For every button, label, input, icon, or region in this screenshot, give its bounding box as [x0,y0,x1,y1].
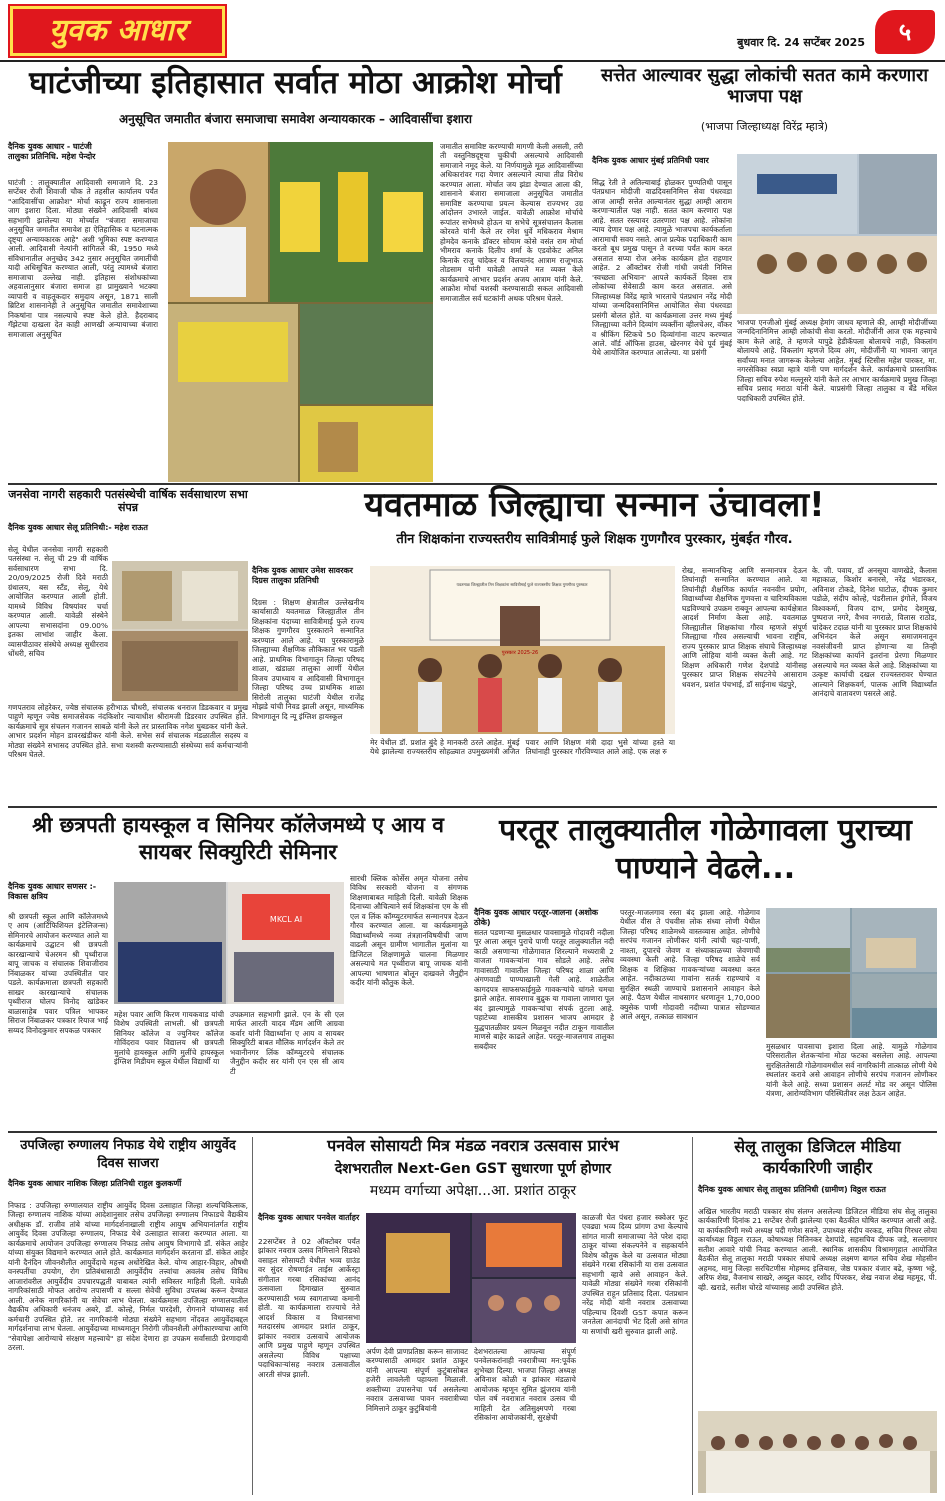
page-number: ५ [875,10,935,54]
subhead: तीन शिक्षकांना राज्यस्तरीय सावित्रीमाई फुले शिक्षक गुणगौरव पुरस्कार, मुंबईत गौरव. [396,532,793,547]
seminar-photos [114,882,344,1004]
byline: दैनिक युवक आधार सेलू प्रतिनिधी:- महेश राऊत [8,523,148,532]
story-ghatanji-march [8,66,583,481]
classroom-photo [114,882,344,1004]
article-column: भाजपा एनजीओ मुंबई अध्यक्ष हेमांग जाधव म्हणाले की, आम्ही मोदीजींच्या जन्मदिनानिमित्त आम्ही लोकांची सेवा करतो. मोदीजींनी आज एक महत्त्वाचे काम केले आहे, ते म्हणजे यापुढे हेडीकॅपला बोलायचे नाही, विकलांग बोलायचे आहे. विकलांग म्हणजे दिव्य अंग, मोदीजींनी या भावना जागृत सर्वांच्या मनात जागरूक केलेल्या आहेत. मुंबई स्टिसीस महेश पारकर, मा. नगरसेविका स्वप्ना म्हात्रे यांनी पण मार्गदर्शन केले. कार्यक्रमाचे प्रास्ताविक जिल्हा सचिव रुपेश मल्लूसरे यांनी केले तर आभार कार्यक्रमाचे प्रमुख जिल्हा सचिव प्रसाद मराठा यांनी केले. याप्रसंगी जिल्हा तालुका व बँडे मधिल पदाधिकारी उपस्थित होते. [737,318,937,403]
backdrop-banner: यवतमाळ जिल्ह्यातील तिन शिक्षकांना सावित्रीमाई फुले राज्यस्तरीय शिक्षक गुणगौरव पुरस्कार [456,582,588,587]
headline: सेलू तालुका डिजिटल मीडिया कार्यकारिणी जाहीर [734,1137,901,1177]
flood-photos [766,908,937,1038]
group-photo [737,154,937,314]
photo-caption: मेर येथील डॉ. प्रशांत बुंदे हे मानकरी ठरले आहेत. मुंबई येथे झालेल्या राज्यस्तरीय सोहळ्यात उपमुख्यमंत्री अजित पवार आणि शिक्षण मंत्री दादा भुसे यांच्या हस्ते या तिघांनाही पुरस्कार गौरविण्यात आले आहे. एक लक्ष रु [370,738,675,757]
byline: दैनिक युवक आधार मुंबई प्रतिनिधी पवार [592,156,709,165]
journalists-group-photo [698,1411,937,1493]
story-yavatmal-teachers [252,486,937,802]
section-divider [8,1131,937,1133]
article-column: गणपतराव लोहरेकर, ज्येष्ठ संचालक हरीभाऊ चौधरी, संचालक धनराज डिडकवार व प्रमुख पाहुणे म्हणून ज्येष्ठ समाजसेवक नंदकिशोर न्यायाधीश श्रीरामजी डिडरवार उपस्थित होते. कार्यक्रमाचे सूत्र संचलन गजानन साबळे यांनी केले तर प्रास्ताविक नगेश घुबडकर यांनी केले. आभार प्रदर्शन मोहन डावरखंडीकर यांनी केले. सभेस सर्व संचालक मंडळातील सदस्य व मोठ्या संख्येने सभासद उपस्थित होते. सभा यशस्वी करण्यासाठी संस्थेच्या सर्व कर्मचाऱ्यांनी परिश्रम घेतले. [8,703,248,760]
byline: दैनिक युवक आधार परतूर-जालना (अशोक ठोके) [474,908,599,927]
article-column: परतूर-माजलगाव रस्ता बंद झाला आहे. गोळेगाव येथील वीस ते पंचवीस लोक संध्या लोणी येथील जिल्हा परिषद शाळेमध्ये वास्तव्यास आहेत. लोणीचे सरपंच गजानन लोणीकर यांनी त्यांची चहा-पाणी, नाश्ता, दुपारचे जेवण व संध्याकाळच्या जेवणाची व्यवस्था केली आहे. जिल्हा परिषद शाळेचे सर्व शिक्षक व शिक्षिका गावकऱ्यांच्या व्यवस्था करत आहेत. नदीकाठच्या गावांना सतर्क राहण्याचे व सुरक्षित स्थळी जाण्याचे प्रशासनाने आवाहन केले आहे. पैठण येथील नाथसागर धरणातून 1,70,000 क्युसेक पाणी गोदावरी नदीच्या पात्रात सोडण्यात आले असून, तत्काळ सावधान [620,908,760,1022]
headline: परतूर तालुक्यातील गोळेगावला पुराच्या पाण्याने वेढले... [499,813,912,886]
photo-collage [168,142,433,482]
byline: दैनिक युवक आधार पनवेल वार्ताहर [258,1213,360,1222]
meeting-photo [112,561,248,701]
story-bjp-party [592,66,937,481]
article-body: निफाड : उपजिल्हा रुग्णालयात राष्ट्रीय आयुर्वेद दिवस उत्साहात जिल्हा शल्यचिकित्सक, जिल्हा रुग्णालय नाशिक यांच्या आदेशानुसार तसेच उपजिल्हा रुग्णालय निफाडचे वैद्यकीय अधीक्षक डॉ. राजीव तांबे यांच्या मार्गदर्शनाखाली राष्ट्रीय आयुष अभियानांतर्गत राष्ट्रीय आयुर्वेद दिवस उपजिल्हा रुग्णालय, निफाड येथे उत्साहात साजरा करण्यात आला. या कार्यक्रमाचे आयोजन उपजिल्हा रुग्णालय निफाड तसेच आयुष विभागाचे डॉ. संकेत आहेर यांच्या संयुक्त विद्यमाने करण्यात आले होते. कार्यक्रमात मार्गदर्शन करताना डॉ. संकेत आहेर यांनी दैनंदिन जीवनशैलीत आयुर्वेदाचे महत्त्व अधोरेखित केले. योग्य आहार-विहार, औषधी वनस्पतींचा उपयोग, रोग प्रतिबंधासाठी आयुर्वेदीय तत्त्वांचा अवलंब तसेच विविध आजारांवरील आयुर्वेदीय उपचारपद्धती याबाबत त्यांनी सविस्तर माहिती दिली. यावेळी नागरिकांसाठी मोफत आरोग्य तपासणी व सल्ला सेवेची सुविधा उपलब्ध करून देण्यात आली. अनेक नागरिकांनी या सेवेचा लाभ घेतला. कार्यक्रमास उपजिल्हा रुग्णालयातील वैद्यकीय अधिकारी धनंजय अबरे, डॉ. कोल्हे, निर्मल पारदेशी, रोगनाने यांच्यासह सर्व कर्मचारी उपस्थित होते. तर नागरिकांनी मोठ्या संख्येने सहभाग नोंदवत आयुर्वेदाबद्दल मार्गदर्शनाचा लाभ घेतला. आयुर्वेदाच्या माध्यमातून निरोगी जीवनशैली अंगीकारण्याचा आणि "सेवापेक्षा आरोग्याचे संरक्षण महत्त्वाचे" हा संदेश देणारा हा उपक्रम सर्वांसाठी प्रेरणादायी ठरला. [8,1201,248,1353]
subhead: मध्यम वर्गाच्या अपेक्षा...आ. प्रशांत ठाकूर [369,1183,577,1199]
byline: दैनिक युवक आधार - घाटंजी तालुका प्रतिनिधि. महेश पेन्दोर [8,142,96,161]
award-ceremony-photo [370,566,675,734]
article-column: अर्पण देवी प्राणप्रतिष्ठा करून साजावट करण्यासाठी आमदार प्रशांत ठाकूर यांनी आपल्या संपूर्ण कुटुंबासोबत हजेरी लावलेली पहायला मिळाली. शक्तीच्या उपासनेचा पर्व असलेल्या नवरात्र उत्सवाच्या पावन नवरात्रीच्या निमित्ताने ठाकूर कुटुंबियांनी [366,1347,468,1413]
story-ai-seminar [8,812,468,1127]
article-column: 22सप्टेंबर ते 02 ऑक्टोबर पर्यंत झांकार नवरात्र उत्सव निमित्ताने सिडको वसाहत सोसायटी येथील भव्य ग्राउंड वर सुंदर रोषणाईत ताईस आर्केस्ट्रा संगीतात गरबा रसिकांच्या आनंद उत्सवाला दिमाखात सुरुवात करण्यासाठी भव्य स्वागताच्या कमानी होती. या कार्यक्रमाला राज्याचे नेते आदर्श विकास व विधानसभा मतदारसंघ आमदार प्रशांत ठाकूर, झांकार नवरात्र उत्सवाचे आयोजक आणि प्रमुख पाहुणे म्हणून उपस्थित असलेल्या विविध पक्षाच्या पदाधिकाऱ्यांसह नवरात्र उत्सवातील आरती संपन्न झाली. [258,1237,360,1379]
subhead: देशभरातील Next-Gen GST सुधारणा पूर्ण होणार [334,1161,612,1177]
article-column: काळजी घेत पंधरा हजार स्क्वेअर फूट एवढ्या भव्य दिव्य प्रांगण उभा केल्याचे सांगत माजी समाजाच्या नेते परेश दादा ठाकूर यांच्या संकल्पनेने व सहकार्याने विशेष कौतुक केले या उत्सवात मोठ्या संख्येने गरबा रसिकांनी या रास उत्सवात सहभागी व्हावे असे आवाहन केले. यावेळी मोठ्या संख्येने गरबा रसिकांनी उपस्थित राहून प्रतिसाद दिला. पंतप्रधान नरेंद्र मोदी यांनी नवरात्र उत्सवाच्या पहिल्याच दिवशी GST कपात करून जनतेला आनंदाची भेट दिली असे सांगत या सणांची खरी सुरुवात झाली आहे. [582,1213,688,1336]
section-divider [8,806,937,808]
headline: श्री छत्रपती हायस्कूल व सिनियर कॉलेजमध्ये ए आय व सायबर सिक्युरिटी सेमिनार [32,813,444,865]
award-photo [370,566,675,734]
article-column: के. जी. पवाय, डॉ अनसूया वाणखेडे, कैलास महाकाळ, किशोर बनारसे, नरेंद्र भंडारकर, अविनाश टोकडे, दिनेश घाटोळ, दीपक कुमार पडोळे, संदीप कोल्हे, पंडरीलाल इंगोले, विजय विश्वकर्मा, विजय दाभ, प्रमोद देशमुख, पुष्पराज नगरे, वैभव नगराळे, विलास राठोड, चांदेकर टदाळ यांनी या पुरस्कार प्राप्त शिक्षकांचे अभिनंदन केले असून समाजमनातून नवसंजीवनी प्राप्त होणाऱ्या या तिन्ही शिक्षकांच्या कार्याने इतरांना प्रेरणा मिळणार असल्याचे मत व्यक्त केले आहे. शिक्षकांच्या या उत्कृष्ट कार्याची दखल राज्यस्तरावर घेण्यात आल्याने शिक्षकवर्ग, पालक आणि विद्यार्थ्यांत आनंदाचे वातावरण पसरले आहे. [812,566,937,699]
story-ayurveda-day [8,1137,248,1495]
article-column: सतत पडणाऱ्या मुसळधार पावसामुळे गोदावरी नदीला पूर आला असून पुराचे पाणी परतूर तालुक्यातील नदी काठी असणाऱ्या गोळेगावात शिरल्याने मध्यरात्री 2 वाजता गावकऱ्यांना गाव सोडले आहे. तसेच गावासाठी गावातील जिल्हा परिषद शाळा आणि अंगणवाडी पाण्याखाली गेली आहे. शाळेतील कागदपत्र साफसफाईमुळे गावकऱ्यांचे चांगले चमचा झाले आहेत. सावरगाव बुद्रुक या गावाला जाणारा पूल बंद झाल्यामुळे गावकऱ्यांचा संपर्क तुटला आहे. पहाटेच्या शासकीय प्रशासन भाजप आमदार हे युद्धपातळीवर प्रयत्न मिळवून नदीत टाकून गावातील माणसे बाहेर काढले आहेत. परतूर-माजलगाव तालुका सबदीवर [474,928,614,1051]
column-divider [692,1137,693,1495]
story-selu-digital-media [698,1137,937,1495]
group-photo [698,1411,937,1493]
article-body: अखिल भारतीय मराठी पत्रकार संघ संलग्न असलेल्या डिजिटल मीडिया संघ सेलू तालुका कार्यकारिणी दिनांक 21 सप्टेंबर रोजी झालेल्या एका बैठकीत घोषित करण्यात आली आहे. या कार्यकारिणी मध्ये अध्यक्ष पदी गणेश सवने, उपाध्यक्ष संदीप वरकड, सचिव गिरधर लोया कार्याध्यक्ष विठ्ठल राऊत, कोषाध्यक्ष नितिनकर देशपांडे, सहसचिव दीपक जड़े, सल्लागार सतीश आवारे यांची निवड करण्यात आली. स्थानिक शासकीय विश्रामगृहात आयोजित बैठकीत सेलू तालुका मराठी पत्रकार संघाचे अध्यक्ष लक्ष्मण बागल सचिव शेख मोहसीन अहमद, मामु जिल्हा सरचिटणीस मोहम्मद इलियास, जेष्ठ पत्रकार वंजार बढे, कृष्णा भट्टे, अरिफ शेख, वैजनाथ साखरे, अब्दुल कादर, रशीद पिंपरकर, शेख नवाज शेख महमूद, पी. व्ही. खराडे, सतीश चोरडे यांच्यासह आदी उपस्थित होते. [698,1207,937,1292]
masthead [0,0,945,62]
newspaper-logo: युवक आधार [10,6,225,56]
article-column: देशभरातल्या आपल्या संपूर्ण पनवेलकरांनाही नवरात्रीच्या मन:पूर्वक शुभेच्छा दिल्या. भाजपा जिल्हा अध्यक्ष अविनाश कोळी व झांकार मंडळाचे आयोजक म्हणून सुमित झुंजराव यांनी पोल वर्ष नवरात्रात नवरात्र उत्सव ची माहिती देत अतिसुक्ष्मपणे गरबा रसिकांना आयोजकांनी, सुरक्षेची [474,1347,576,1423]
headline: सत्तेत आल्यावर सुद्धा लोकांची सतत कामे करणारा भाजपा पक्ष [600,65,929,107]
article-column: महेश पवार आणि किरण गायकवाड यांची विशेष उपस्थिती लाभली. श्री छत्रपती सिनियर कॉलेज व ज्युनियर कॉलेज गोविंदराव पवार विद्यालय श्री छत्रपती मुलांचे हायस्कूल आणि मुलींचे हायस्कूल इंग्लिश मिडीयम स्कूल येथील विद्यार्थी या [114,1010,224,1067]
story-golegaon-flood [474,812,937,1127]
garba-event-photo [366,1213,576,1343]
flood-photo [766,908,937,1038]
portrait-label: पुरस्कार 2025-26 [501,650,539,656]
navratri-photos [366,1213,576,1343]
headline: घाटंजीच्या इतिहासात सर्वात मोठा आक्रोश मोर्चा [29,65,562,101]
article-column: उपक्रमात सहभागी झाले. एन के सी एल मार्फत आरती यादव मॅडम आणि आग्रवा कर्वार यांनी विद्यार्थ्यांना ए आय व सायबर सिक्युरिटी बाबत मौलिक मार्गदर्शन केले तर भवानीनगर लिंक कॉम्प्युटरचे संचालक जैनुद्दीन कदीर सर यांनी एन एस सी आय टी [230,1010,344,1076]
headline: यवतमाळ जिल्ह्याचा सन्मान उंचावला! [364,485,825,525]
subhead: अनुसूचित जमातीत बंजारा समाजाचा समावेश अन्यायकारक – आदिवासींचा इशारा [119,112,472,126]
byline: दैनिक युवक आधार सेलू तालुका प्रतिनिधी (ग्रामीण) विठ्ठल राऊत [698,1185,886,1194]
story-panvel-navratri [258,1137,688,1495]
article-column: श्री छत्रपती स्कूल आणि कॉलेजमध्ये ए आय (आर्टिफिशियल इंटेलिजन्स) सेमिनारचे आयोजन करण्यात आले या कार्यक्रमाचे उद्घाटन श्री छत्रपती कारखान्याचे चेअरमन श्री पृथ्वीराज बापू जाचक व संचालक शिवाजीराव निंबाळकर यांच्या उपस्थितीत पार पडले. कार्यक्रमाला छत्रपती सहकारी साखर कारखान्याचे संचालक पृथ्वीराज घोलप विनोद खांडेकर बाळासाहेब पवार पत्रिल भापकर सिराज निंबाळकर पत्रकार रियाज भाई सय्यद विनोदकुमार सपकळ पत्रकार [8,912,108,1035]
subhead: (भाजपा जिल्हाध्यक्ष विरेंद्र म्हात्रे) [700,120,829,133]
article-column: सेलू येथील जनसेवा नागरी सहकारी पतसंस्था न. सेलू ची 29 वी वार्षिक सर्वसाधारण सभा दि. 20/09/2025 रोजी दिवे मराठी ग्रंथालय, बस स्टँड, सेलू, येथे आयोजित करण्यात आली होती. यामध्ये विविध विषयांवर चर्चा करण्यात आली. यावेळी संस्थेने आपल्या सभासदांना 09.00% इतका लाभांश जाहीर केला. व्यासपीठावर संस्थेचे अध्यक्ष सुधीरराव धोंधरी, सचिव [8,545,108,659]
byline: दैनिक युवक आधार नाशिक जिल्हा प्रतिनिधी राहुल कुलकर्णी [8,1179,182,1188]
event-photos [737,154,937,314]
issue-date: बुधवार दि. 24 सप्टेंबर 2025 [737,36,865,49]
protest-photos [168,142,433,482]
article-column: रोख, सन्मानचिन्ह आणि सन्मानपत्र देऊन तिघांनाही सन्मानित करण्यात आले. या तिघांनीही शैक्षणिक कार्यात नवनवीन प्रयोग, विद्यार्थ्यांच्या शैक्षणिक गुणवत्ता व चारित्र्यविकास घडविण्याचे उपक्रम राबवून आपल्या कार्यक्षेत्रात आदर्श निर्माण केला आहे. यवतमाळ जिल्ह्यातील शिक्षकांचा गौरव म्हणजे संपूर्ण जिल्ह्याचा गौरव असल्याची भावना राष्ट्रीय, राज्य पुरस्कार प्राप्त शिक्षक संघाचे जिल्हाध्यक्ष आणि लोहिया यांनी व्यक्त केली आहे. गट शिक्षण अधिकारी गणेश देशपांडे यांनीसह पुरस्कार प्राप्त शिक्षक संघटनेचे आसाराम धवशन, प्रशांत पंचभाई, डॉ साईनाथ चंद्रपुरे, [682,566,807,689]
story-jansewa-meeting [8,489,248,801]
article-column: जमातीत समाविष्ट करण्याची मागणी केली असली, तरी ती वस्तुनिष्ठदृष्ट्या चुकीची असल्याचे आदिवासी समाजाने नमूद केले. या निर्णयामुळे मूळ आदिवासींच्या अधिकारांवर गदा येणार असल्याने त्याचा तीव्र विरोध करण्यात आला. मोर्चात जय झंडा देण्यात आला की, शासनाने बंजारा समाजाला अनुसूचित जमातीत समाविष्ट करण्याचा प्रयत्न केल्यास राज्यभर उग्र आंदोलन उभारले जाईल. यावेळी आक्रोश मोर्चाचे रूपांतर सभेमध्ये होऊन या सभेचे सूत्रसंचालन कैलास कोरवते यांनी केले तर रमेश धुर्वे मधिकराव मेश्राम होमदेव कनाके डॉक्टर सोयाम कोसे वसंत राम मोर्चा भीमराव कनाके दिलीप शर्मा के एडवोकेट अनिल किनाके राजु चांदेकर व विलयानंद आत्राम राजूभाऊ तोडसाम यांनी यावेळी आपले मत व्यक्त केले कार्यक्रमाचे आभार प्रदर्शन अजय आत्राम यांनी केले. आक्रोश मोर्चा यशस्वी करण्यासाठी सकल आदिवासी समाजातील सर्व घटकांनी अथक परिश्रम घेतले. [440,142,583,303]
article-column: सिद्ध रेती ते अतिल्याबाई होळकर पुण्यतिथी पासून पंतप्रधान मोदीजी वाढदिवसनिमित्त सेवा पंधरवडा आज आम्ही सत्तेत आल्यानंतर सुद्धा आम्ही आराम करणाऱ्यातील पक्ष नाही. सतत काम करणारा पक्ष आहे. सतत रस्त्यावर उतरणारा पक्ष आहे. लोकांना न्याय देणार पक्ष आहे. त्यामुळे भाजपचा कार्यकर्ताला आरामाची सवय नसते. आज प्रत्येक पदाधिकारी काम करतो बूथ प्रमुख पासून ते वरच्या पर्यंत काम करत असतात सप्या रोज अनेक कार्यक्रम होत राहणार आहेत. 2 ऑक्टोबर रोजी गांधी जयंती निमित्त 'स्वच्छता अभियान' आपले कार्यकर्ते दिवस रात्र लोकांच्या सेवेसाठी काम करत असतात. असे जिल्हाध्यक्ष विरेंद्र म्हात्रे भारताचे पंतप्रधान नरेंद्र मोदी यांच्या जन्मदिवसानिमित्त आयोजित सेवा पंधरवडा प्रसंगी बोलत होते. या कार्यक्रमाला उत्तर मध्य मुंबई जिल्ह्याच्या वतीने दिव्यांग व्यक्तींना व्हीलचेअर, वॉकर व श्रीकिंग स्टिकचे 50 दिव्यांगांना वाटप करण्यात आले. वॉर्ड ऑफिस हाउस, खेरनगर येथे पूर्व मुंबई येथे आयोजित करण्यात आलेल्या. या प्रसंगी [592,178,732,358]
headline: जनसेवा नागरी सहकारी पतसंस्थेची वार्षिक सर्वसाधारण सभा संपन्न [8,488,248,514]
byline: दैनिक युवक आधार सणसर :- विकास क्षत्रिय [8,882,97,901]
byline: दैनिक युवक आधार उमेश सावरकर दिग्रस तालुका प्रतिनिधी [252,566,353,585]
screen-text: MKCL AI [269,915,303,924]
article-column: घाटंजी : तालुक्यातील आदिवासी समाजाने दि. 23 सप्टेंबर रोजी शिवाजी चौक ते तहसील कार्यालय पर्यंत "आदिवासींचा आक्रोश" मोर्चा काढून राज्य शासनाला जाग इशारा दिला. मोठ्या संख्येने आदिवासी बांधव सहभागी झालेल्या या मोर्च्यात "बंजारा समाजाचा अनुसूचित जमातीत समावेश हा ऐतिहासिक व घटनात्मक दृष्ट्या अन्यायकारक आहे" अशी भूमिका स्पष्ट करण्यात आली. आदिवासी नेत्यांनी सांगितले की, 1950 मध्ये संविधानातील अनुच्छेद 342 नुसार अनुसूचित जमातींची यादी अधिसूचित करण्यात आली, परंतु त्यामध्ये बंजारा समाजाचा उल्लेख नाही. इतिहास संशोधकांच्या अहवालानुसार बंजारा समाज हा प्रामुख्याने भटक्या व्यापारी व वाहतूकदार समुदाय असून, 1871 साली ब्रिटिश शासनानेही ते अनुसूचित जमातीत समावेशाच्या निकषांना पात्र नसल्याचे स्पष्ट केले होते. हैदराबाद गॅझेटचा दाखला देत काही आणखी अन्यायाच्या बंजारा समाजाला अनुसूचित [8,178,158,339]
article-column: सारथी क्लिक कोर्सेस अमृत योजना तसेच विविध सरकारी योजना व संगणक शिक्षणाबाबत माहिती दिली. यावेळी शिक्षक दिनाच्या औचित्याने सर्व शिक्षकांना एम के सी एल व लिंक कॉम्प्युटरमार्फत सन्मानपत्र देऊन गौरव करण्यात आला. या कार्यक्रमामुळे विद्यार्थ्यांमध्ये नव्या तंत्रज्ञानविषयीची जाण वाढली असून ग्रामीण भागातील मुलांना या डिजिटल शिक्षणामुळे चालना मिळणार असल्याचे मत पृथ्वीराज बापू जाचक यांनी आपल्या भाषणात बोलून दाखवले जैनुद्दीन कदीर यांनी कौतुक केले. [350,874,468,988]
meeting-photos [112,561,248,701]
headline: पनवेल सोसायटी मित्र मंडळ नवरात्र उत्सवास प्रारंभ [327,1136,619,1155]
article-column: मुसळधार पावसाचा इशारा दिला आहे. यामुळे गोळेगाव परिसरातील शेतकऱ्यांना मोठा फटका बसलेला आहे. आपल्या सुरक्षिततेसाठी गोळेगावमधील सर्व नागरिकांनी तात्काळ लोणी येथे स्थलांतर करावे असे आवाहन लोणीचे सरपंच गजानन लोणीकर यांनी केले आहे. सध्या प्रशासन अलर्ट मोड वर असून पोलिस यंत्रणा, आरोग्यविभाग परिस्थितीवर लक्ष ठेऊन आहेत. [766,1042,937,1099]
headline: उपजिल्हा रुग्णालय निफाड येथे राष्ट्रीय आयुर्वेद दिवस साजरा [20,1138,236,1171]
article-column: दिग्रस : शिक्षण क्षेत्रातील उल्लेखनीय कार्यासाठी यवतमाळ जिल्ह्यातील तीन शिक्षकांना यंदाच्या सावित्रीमाई फुले राज्य शिक्षक गुणगौरव पुरस्काराने सन्मानित करण्यात आले आहे. या पुरस्कारामुळे जिल्ह्याच्या शैक्षणिक लौकिकात भर पडली आहे. प्राथमिक विभागातून जिल्हा परिषद शाळा, खंडाळा तालुका आर्णी येथील विजय उपाध्याय व आदिवासी विभागातून जिल्हा परिषद उच्च प्राथमिक शाळा सिरोली तालुका घाटंजी येथील राजेंद्र मोझडे यांची निवड झाली असून, माध्यमिक विभागातून दि न्यू इंग्लिश हायस्कूल [252,598,364,721]
column-divider [252,1137,253,1495]
